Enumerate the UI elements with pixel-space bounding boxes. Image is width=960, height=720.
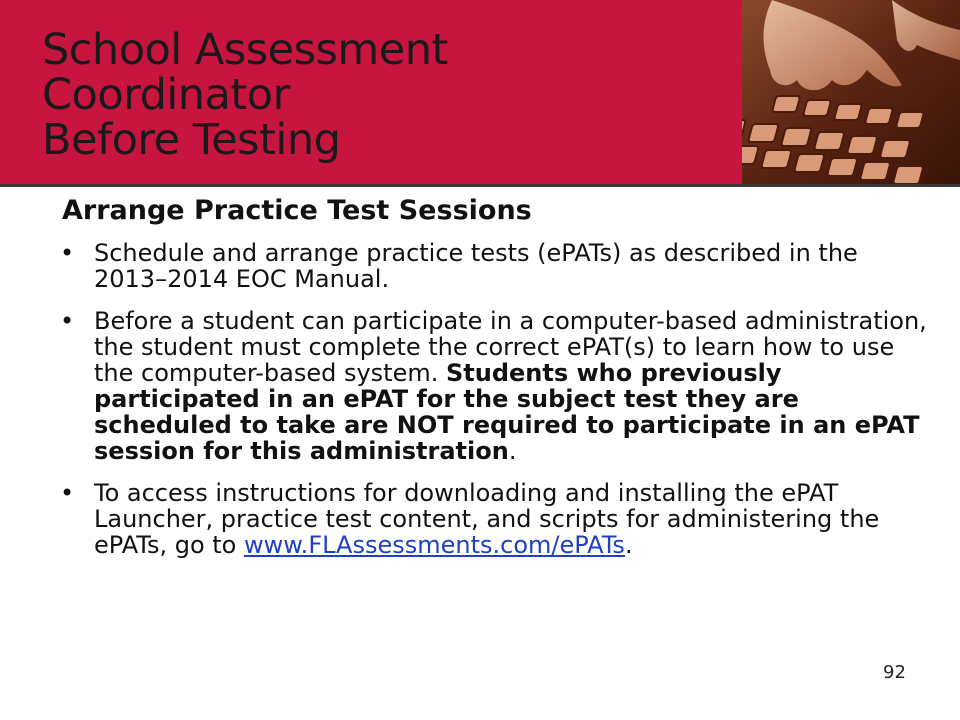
bullet-icon: • bbox=[60, 479, 75, 507]
bullet-text: Schedule and arrange practice tests (ePATs) as described in the 2013–2014 EOC Manual. bbox=[94, 239, 858, 293]
bullet-list bbox=[58, 240, 938, 558]
bullet-icon: • bbox=[60, 307, 75, 335]
bullet-item bbox=[58, 240, 938, 292]
epats-link[interactable]: www.FLAssessments.com/ePATs bbox=[244, 531, 625, 559]
bullet-icon: • bbox=[60, 239, 75, 267]
bullet-item bbox=[58, 308, 938, 464]
title-banner bbox=[0, 0, 960, 184]
bullet-bold-text: Students who previously participated in an ePAT for the subject test they are scheduled to take are NOT required to participate in an ePAT session for this administration bbox=[94, 359, 920, 465]
slide-title bbox=[42, 25, 722, 165]
section-heading: Arrange Practice Test Sessions bbox=[62, 195, 532, 226]
bullet-text: Before a student can participate in a computer-based administration, the student must complete the correct ePAT(s) to learn how to use the computer-based system. bbox=[94, 307, 927, 387]
keyboard-typing-photo bbox=[742, 0, 960, 184]
title-line: Coordinator bbox=[42, 70, 290, 120]
slide-body bbox=[58, 195, 938, 574]
bullet-end: . bbox=[624, 531, 633, 559]
bullet-item bbox=[58, 480, 938, 558]
title-divider bbox=[0, 184, 960, 187]
slide-number: 92 bbox=[883, 662, 906, 683]
title-line: School Assessment bbox=[42, 25, 448, 75]
bullet-end: . bbox=[508, 437, 517, 465]
bullet-text: To access instructions for downloading and installing the ePAT Launcher, practice test content, and scripts for administering the ePATs, go to bbox=[94, 479, 880, 559]
title-line: Before Testing bbox=[42, 115, 341, 165]
